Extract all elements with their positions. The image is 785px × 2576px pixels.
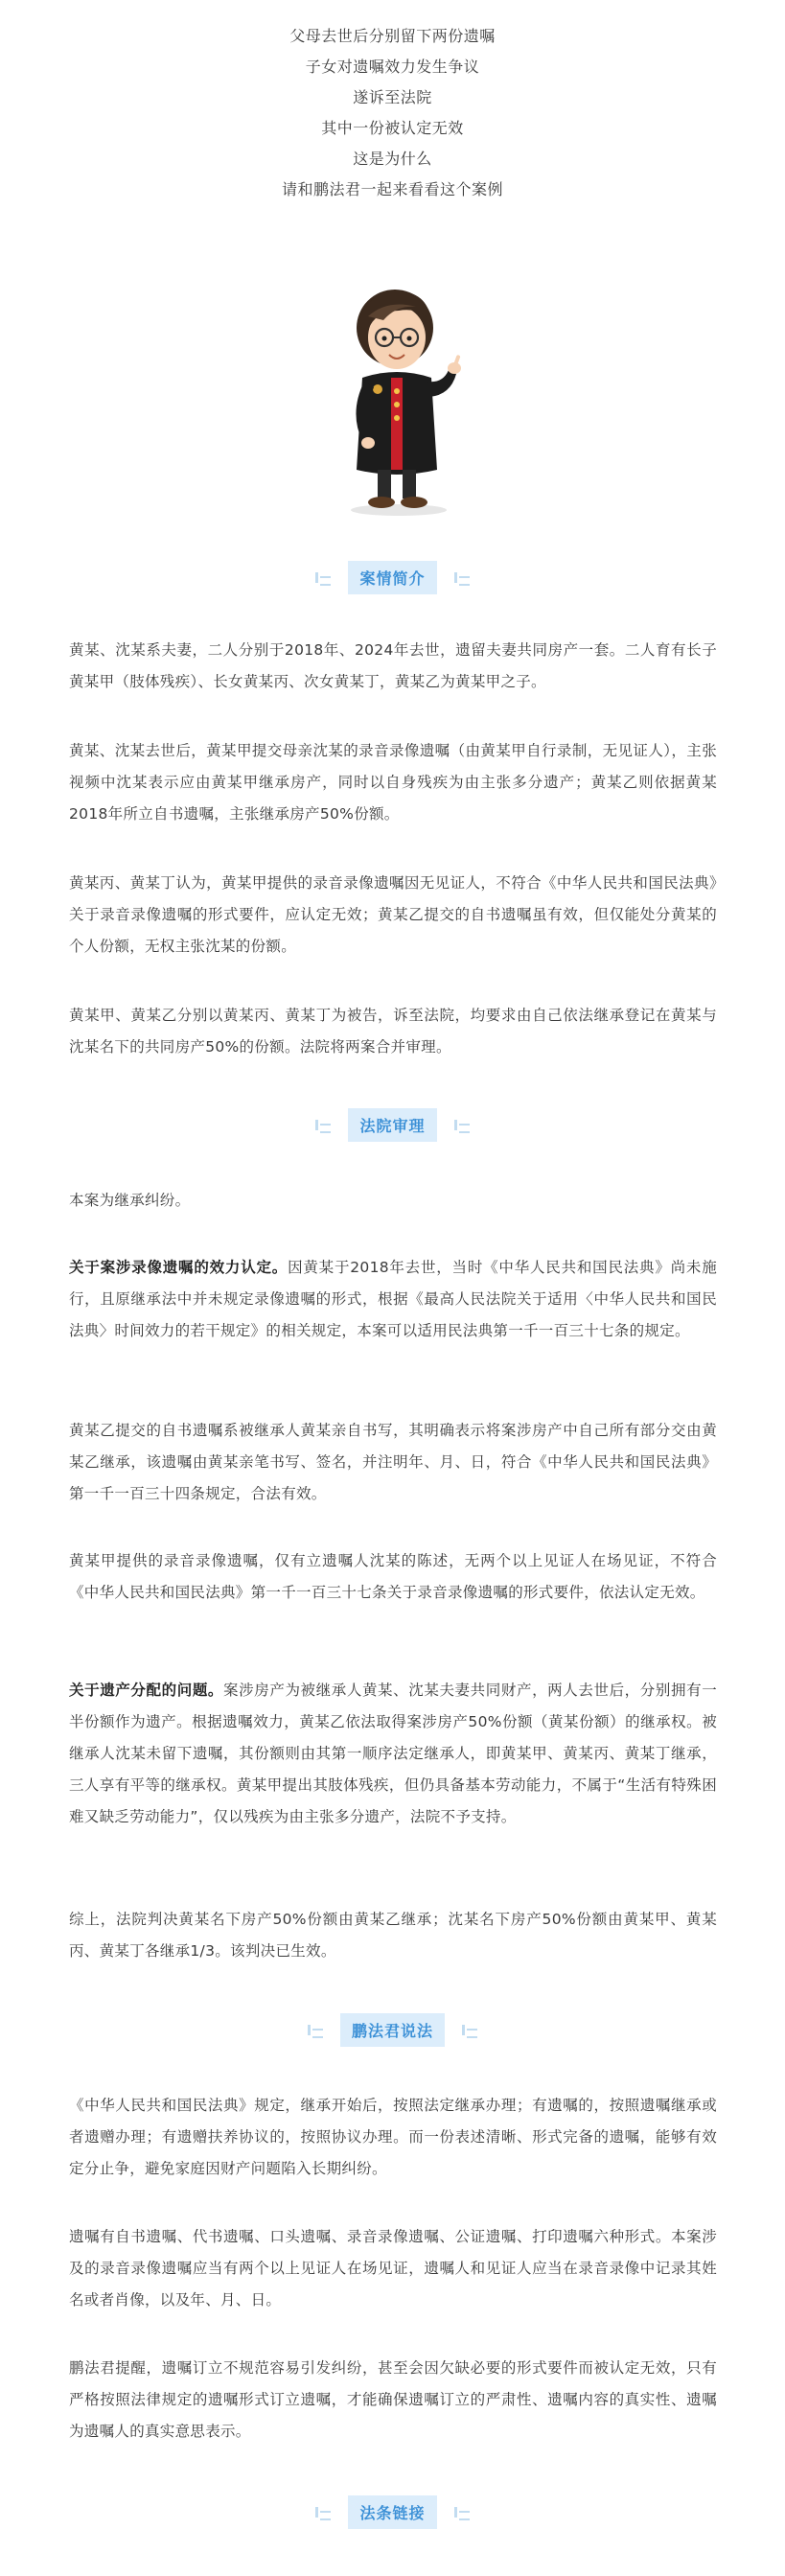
paragraph-text: 案涉房产为被继承人黄某、沈某夫妻共同财产，两人去世后，分别拥有一半份额作为遗产。根据遗嘱效力，黄某乙依法取得案涉房产50%份额（黄某份额）的继承权。被继承人沈某未留下遗嘱，其份额则由其第一顺序法定继承人，即黄某甲、黄某丙、黄某丁继承，三人享有平等的继承权。黄某甲提出其肢体残疾，但仍具备基本劳动能力，不属于“生活有特殊困难又缺乏劳动能力”，仅以残疾为由主张多分遗产，法院不予支持。 [69, 1682, 717, 1825]
section-header-case-intro [0, 558, 785, 596]
flag-decoration-icon [454, 1118, 470, 1131]
intro-line: 这是为什么 [353, 150, 432, 168]
paragraph: 黄某乙提交的自书遗嘱系被继承人黄某亲自书写，其明确表示将案涉房产中自己所有部分交由黄某乙继承，该遗嘱由黄某亲笔书写、签名，并注明年、月、日，符合《中华人民共和国民法典》第一千一百三十四条规定，合法有效。 [69, 1422, 717, 1502]
paragraph: 《中华人民共和国民法典》规定，继承开始后，按照法定继承办理；有遗嘱的，按照遗嘱继承或者遗赠办理；有遗赠扶养协议的，按照协议办理。而一份表述清晰、形式完备的遗嘱，能够有效定分止争，避免家庭因财产问题陷入长期纠纷。 [69, 2097, 717, 2177]
paragraph [69, 1675, 717, 1833]
flag-decoration-icon [462, 2023, 477, 2036]
paragraph: 黄某、沈某系夫妻，二人分别于2018年、2024年去世，遗留夫妻共同房产一套。二人育有长子黄某甲（肢体残疾）、长女黄某丙、次女黄某丁，黄某乙为黄某甲之子。 [69, 641, 717, 690]
lawyer-mascot-icon [330, 278, 473, 518]
section-header-law-links [0, 2493, 785, 2531]
paragraph: 黄某甲提供的录音录像遗嘱，仅有立遗嘱人沈某的陈述，无两个以上见证人在场见证，不符合《中华人民共和国民法典》第一千一百三十七条关于录音录像遗嘱的形式要件，依法认定无效。 [69, 1552, 717, 1601]
bold-heading: 关于遗产分配的问题。 [69, 1682, 224, 1699]
section-header-pengfa-says [0, 2010, 785, 2049]
section-title: 案情简介 [348, 561, 436, 594]
flag-decoration-icon [308, 2023, 323, 2036]
paragraph: 综上，法院判决黄某名下房产50%份额由黄某乙继承；沈某名下房产50%份额由黄某甲、黄某丙、黄某丁各继承1/3。该判决已生效。 [69, 1911, 717, 1960]
paragraph: 遗嘱有自书遗嘱、代书遗嘱、口头遗嘱、录音录像遗嘱、公证遗嘱、打印遗嘱六种形式。本案涉及的录音录像遗嘱应当有两个以上见证人在场见证，遗嘱人和见证人应当在录音录像中记录其姓名或者肖像，以及年、月、日。 [69, 2228, 717, 2309]
intro-line: 请和鹏法君一起来看看这个案例 [281, 180, 503, 198]
intro-line: 其中一份被认定无效 [321, 119, 464, 137]
flag-decoration-icon [315, 2505, 331, 2518]
flag-decoration-icon [454, 570, 470, 584]
paragraph: 黄某、沈某去世后，黄某甲提交母亲沈某的录音录像遗嘱（由黄某甲自行录制，无见证人），主张视频中沈某表示应由黄某甲继承房产，同时以自身残疾为由主张多分遗产；黄某乙则依据黄某2018年所立自书遗嘱，主张继承房产50%份额。 [69, 742, 717, 823]
intro-line: 遂诉至法院 [353, 88, 432, 106]
paragraph: 黄某丙、黄某丁认为，黄某甲提供的录音录像遗嘱因无见证人，不符合《中华人民共和国民法典》关于录音录像遗嘱的形式要件，应认定无效；黄某乙提交的自书遗嘱虽有效，但仅能处分黄某的个人份额，无权主张沈某的份额。 [69, 874, 717, 955]
paragraph [69, 1252, 717, 1347]
bold-heading: 关于案涉录像遗嘱的效力认定。 [69, 1259, 289, 1276]
intro-block [0, 21, 785, 205]
section-title: 鹏法君说法 [340, 2013, 445, 2047]
section-title: 法条链接 [348, 2495, 436, 2529]
section-header-court-review [0, 1105, 785, 1144]
paragraph-text: 因黄某于2018年去世，当时《中华人民共和国民法典》尚未施行，且原继承法中并未规定录像遗嘱的形式，根据《最高人民法院关于适用〈中华人民共和国民法典〉时间效力的若干规定》的相关规定，本案可以适用民法典第一千一百三十七条的规定。 [69, 1259, 717, 1339]
section-title: 法院审理 [348, 1108, 436, 1142]
intro-line: 父母去世后分别留下两份遗嘱 [289, 27, 496, 45]
paragraph: 本案为继承纠纷。 [69, 1192, 191, 1209]
intro-line: 子女对遗嘱效力发生争议 [305, 58, 480, 76]
flag-decoration-icon [454, 2505, 470, 2518]
paragraph: 鹏法君提醒，遗嘱订立不规范容易引发纠纷，甚至会因欠缺必要的形式要件而被认定无效，只有严格按照法律规定的遗嘱形式订立遗嘱，才能确保遗嘱订立的严肃性、遗嘱内容的真实性、遗嘱为遗嘱人的真实意思表示。 [69, 2359, 717, 2440]
paragraph: 黄某甲、黄某乙分别以黄某丙、黄某丁为被告，诉至法院，均要求由自己依法继承登记在黄某与沈某名下的共同房产50%的份额。法院将两案合并审理。 [69, 1007, 717, 1056]
flag-decoration-icon [315, 1118, 331, 1131]
flag-decoration-icon [315, 570, 331, 584]
